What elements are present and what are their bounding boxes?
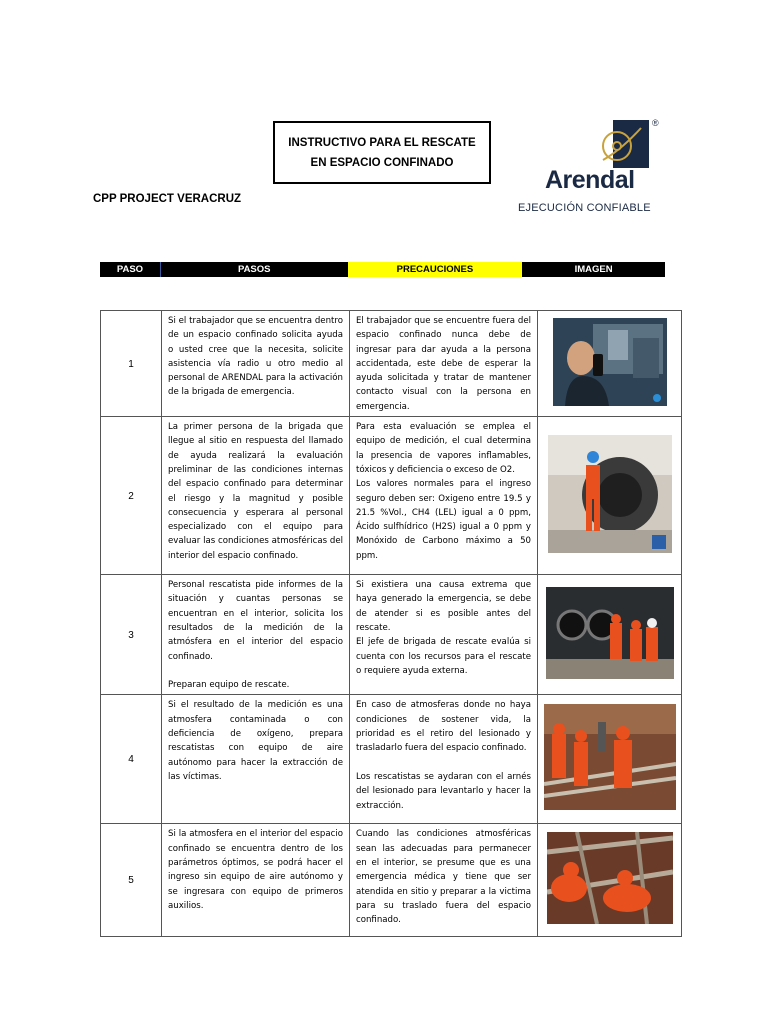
header-paso: PASO	[100, 262, 161, 277]
table-row	[101, 575, 682, 695]
step-image-extraction	[544, 704, 676, 810]
table-header-bar	[100, 262, 665, 277]
title-line-2: EN ESPACIO CONFINADO	[310, 156, 454, 169]
step-number: 3	[101, 575, 162, 695]
arendal-logo	[515, 116, 665, 220]
step-description: Si la atmosfera en el interior del espacio confinado se encuentra dentro de los parámetros óptimos, se podrá hacer el ingreso sin equipo de aire autónomo y se ingresara con equipo de primeros auxilios.	[162, 824, 350, 937]
step-description: Personal rescatista pide informes de la situación y cuantas personas se encuentran en el interior, solicita los resultados de la medición de la atmósfera en el interior del espacio confinado. Preparan equipo de rescate.	[162, 575, 350, 695]
step-image-radio	[553, 318, 667, 406]
step-number: 1	[101, 311, 162, 417]
step-image-first-aid	[547, 832, 673, 924]
steps-table	[100, 310, 682, 937]
step-number: 2	[101, 417, 162, 575]
title-box	[273, 121, 491, 184]
header-pasos: PASOS	[237, 264, 271, 275]
step-description: La primer persona de la brigada que llegue al sitio en respuesta del llamado de ayuda realizará la evaluación preliminar de las condiciones internas del espacio confinado para determinar el riesgo y la magnitud y posible consecuencia y esperara al personal especializado con el equipo para evaluar las condiciones atmosféricas del interior del espacio confinado.	[162, 417, 350, 575]
logo-tagline: EJECUCIÓN CONFIABLE	[518, 202, 651, 214]
table-row	[101, 417, 682, 575]
project-name: CPP PROJECT VERACRUZ	[93, 193, 242, 205]
step-image-rescue-team	[546, 587, 674, 679]
step-precaution: Cuando las condiciones atmosféricas sean las adecuadas para permanecer en el interior, se presume que es una emergencia médica y tiene que ser atendida en sitio y preparar a la victima para su traslado fuera del espacio confinado.	[350, 824, 538, 937]
step-description: Si el resultado de la medición es una atmosfera contaminada o con deficiencia de oxígeno, prepara rescatistas con equipo de aire autónomo para hacer la extracción de las víctimas.	[162, 695, 350, 824]
step-precaution: Para esta evaluación se emplea el equipo de medición, el cual determina la presencia de vapores inflamables, tóxicos y deficiencia o exceso de O2. Los valores normales para el ingreso seguro deben ser: Oxigeno entre 19.5 y 21.5 %Vol., CH4 (LEL) igual a 0 ppm, Ácido sulfhídrico (H2S) igual a 0 ppm y Monóxido de Carbono máximo a 50 ppm.	[350, 417, 538, 575]
step-number: 4	[101, 695, 162, 824]
header-precauciones: PRECAUCIONES	[348, 262, 523, 277]
table-row	[101, 311, 682, 417]
step-precaution: El trabajador que se encuentre fuera del espacio confinado nunca debe de ingresar para dar ayuda a la persona accidentada, este debe de esperar la ayuda solicitada y tratar de mantener contacto visual con la persona en emergencia.	[350, 311, 538, 417]
step-number: 5	[101, 824, 162, 937]
step-description: Si el trabajador que se encuentra dentro de un espacio confinado solicita ayuda o usted cree que la necesita, solicite asistencia vía radio u otro medio al personal de ARENDAL para la activación de la brigada de emergencia.	[162, 311, 350, 417]
title-line-1: INSTRUCTIVO PARA EL RESCATE	[288, 136, 476, 149]
step-image-gas-measurement	[548, 435, 672, 553]
arendal-emblem-icon	[597, 120, 652, 170]
table-row	[101, 824, 682, 937]
table-row	[101, 695, 682, 824]
header-imagen: IMAGEN	[574, 264, 613, 275]
registered-mark: ®	[652, 118, 659, 128]
logo-name: Arendal	[545, 166, 635, 194]
step-precaution: En caso de atmosferas donde no haya condiciones de sostener vida, la prioridad es el retiro del lesionado y trasladarlo fuera del espacio confinado. Los rescatistas se aydaran con el arnés del lesionado para levantarlo y hacer la extracción.	[350, 695, 538, 824]
step-precaution: Si existiera una causa extrema que haya generado la emergencia, se debe de atender si es posible antes del rescate. El jefe de brigada de rescate evalúa si cuenta con los recursos para el rescate o requiere ayuda externa.	[350, 575, 538, 695]
